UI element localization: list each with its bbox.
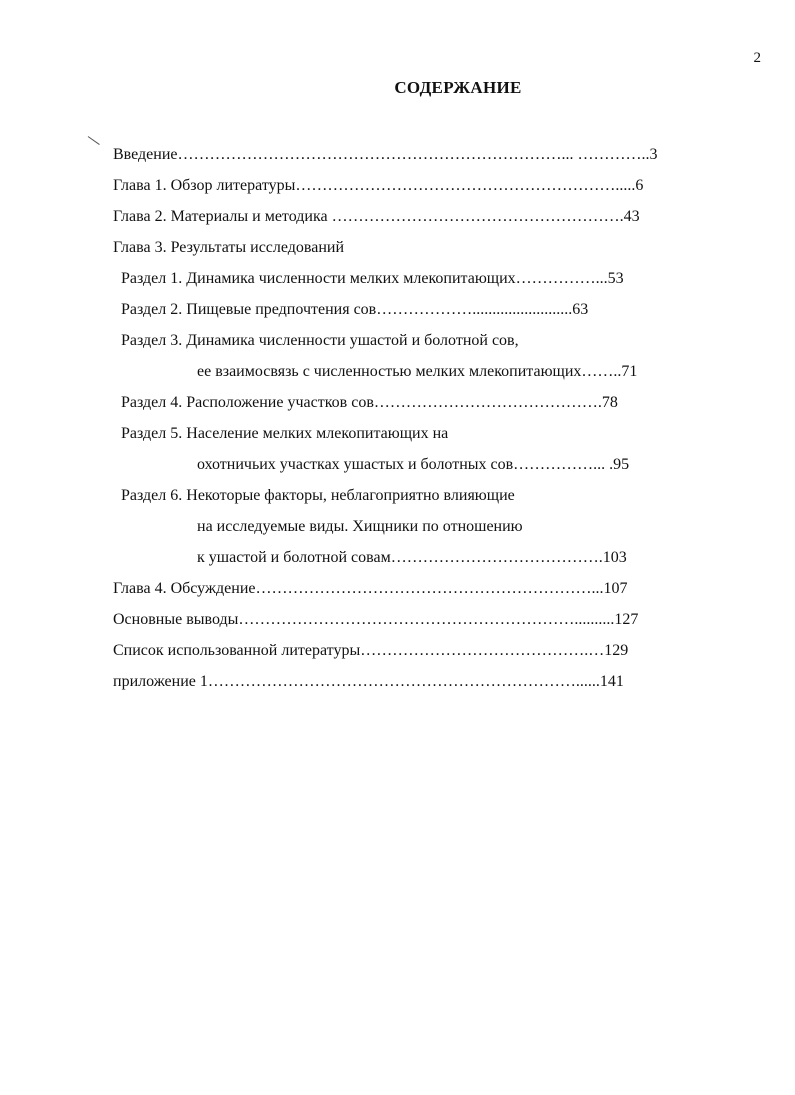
toc-entry-section-5: Раздел 5. Население мелких млекопитающих на (121, 425, 449, 442)
toc-entry-section-4: Раздел 4. Расположение участков сов…………………………………….78 (121, 394, 618, 411)
toc-entry-introduction: Введение………………………………………………………………... …………..3 (113, 146, 658, 163)
toc-entry-section-6-continued: на исследуемые виды. Хищники по отношению (197, 518, 523, 535)
toc-entry-section-1: Раздел 1. Динамика численности мелких млекопитающих……………...53 (121, 270, 624, 287)
toc-entry-section-3-continued: ее взаимосвязь с численностью мелких млекопитающих……..71 (197, 363, 638, 380)
toc-entry-references: Список использованной литературы…………………………………….…129 (113, 642, 629, 659)
page-number: 2 (753, 50, 761, 66)
toc-entry-conclusions: Основные выводы………………………………………………………..........127 (113, 611, 639, 628)
toc-entry-chapter-4: Глава 4. Обсуждение………………………………………………………...107 (113, 580, 628, 597)
toc-entry-chapter-1: Глава 1. Обзор литературы…………………………………………………….....6 (113, 177, 644, 194)
toc-entry-section-2: Раздел 2. Пищевые предпочтения сов……………….........................63 (121, 301, 589, 318)
toc-entry-chapter-2: Глава 2. Материалы и методика ……………………………………………….43 (113, 208, 640, 225)
toc-entry-chapter-3: Глава 3. Результаты исследований (113, 239, 345, 256)
toc-entry-section-6: Раздел 6. Некоторые факторы, неблагоприятно влияющие (121, 487, 515, 504)
toc-entry-section-6-continued: к ушастой и болотной совам………………………………….103 (197, 549, 627, 566)
toc-entry-appendix-1: приложение 1……………………………………………………………......141 (113, 673, 624, 690)
toc-entry-section-5-continued: охотничьих участках ушастых и болотных сов……………... .95 (197, 456, 630, 473)
page-title: СОДЕРЖАНИЕ (394, 78, 522, 97)
table-of-contents (113, 139, 723, 697)
toc-entry-section-3: Раздел 3. Динамика численности ушастой и болотной сов, (121, 332, 519, 349)
stray-pen-mark (88, 136, 100, 145)
